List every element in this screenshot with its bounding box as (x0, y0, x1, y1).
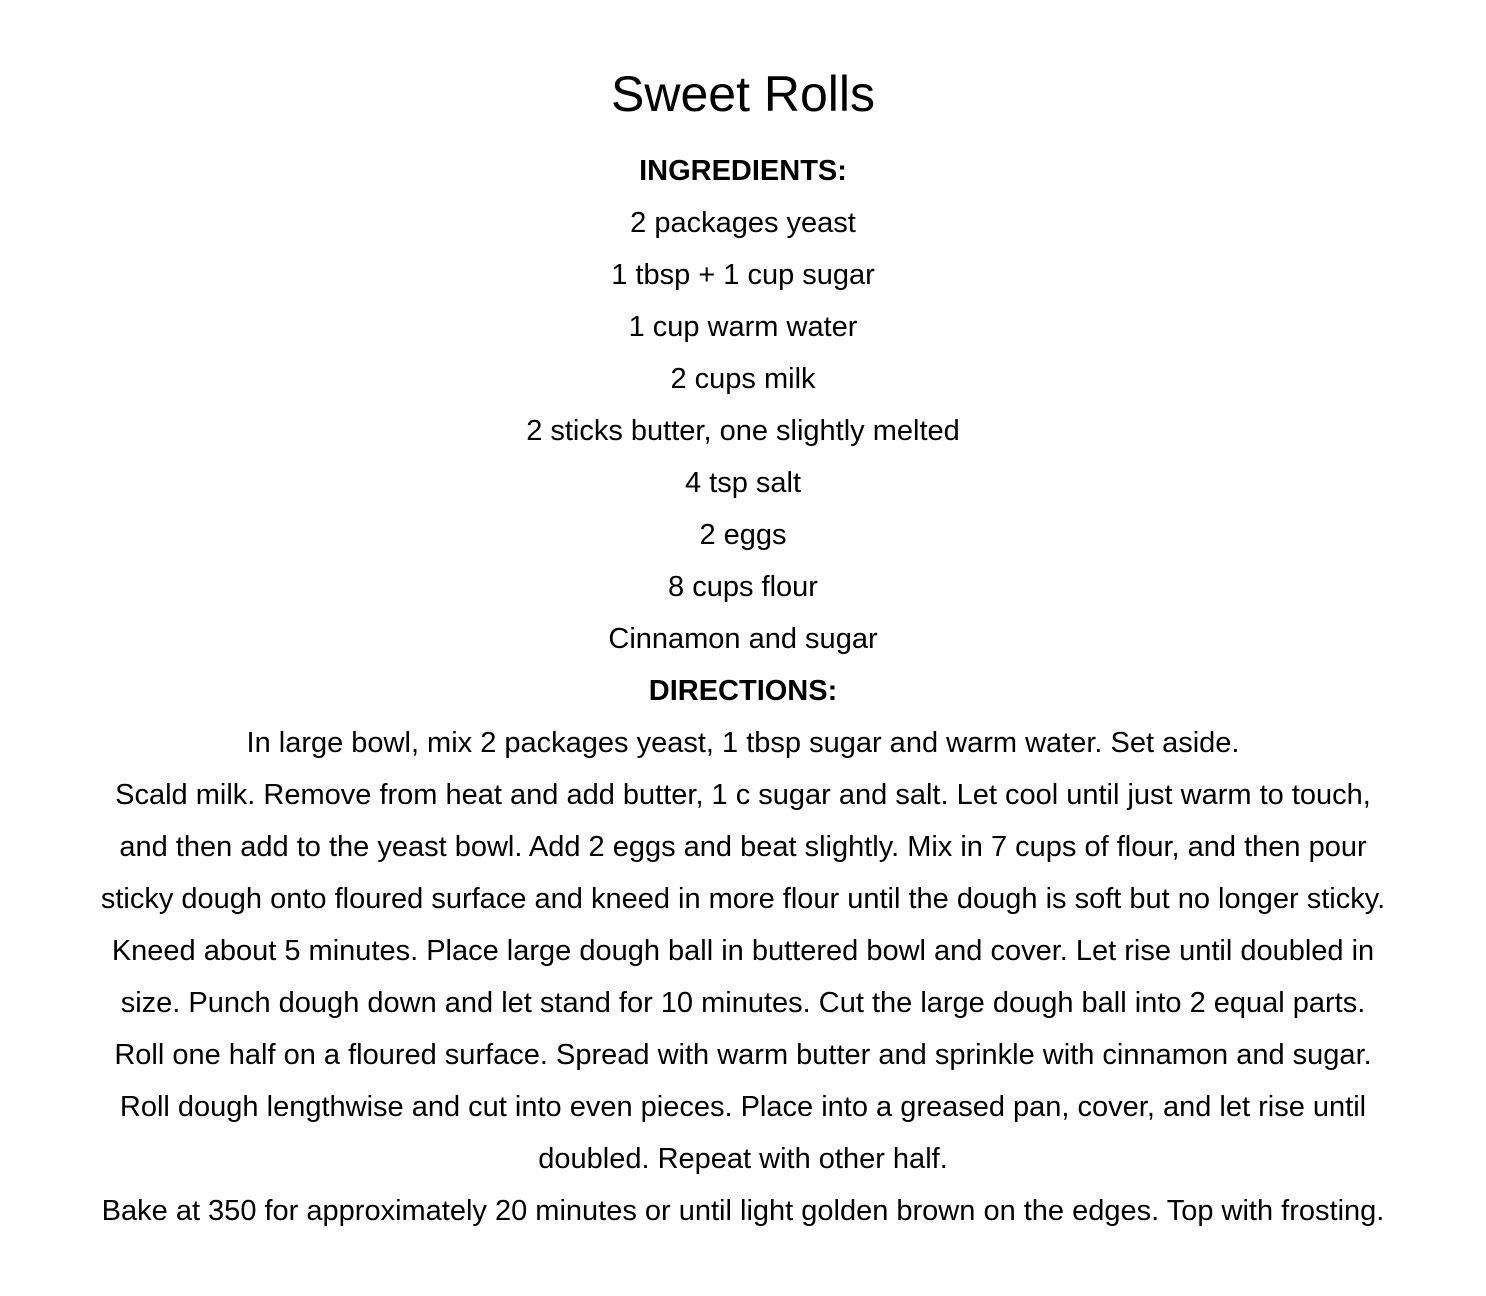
directions-line: Roll one half on a floured surface. Spread with warm butter and sprinkle with cinnamon and sugar. (114, 1039, 1372, 1071)
ingredient-item: 2 packages yeast (630, 207, 856, 239)
ingredient-item: 1 tbsp + 1 cup sugar (611, 259, 875, 291)
directions-text (0, 717, 1486, 1237)
directions-line: Scald milk. Remove from heat and add butter, 1 c sugar and salt. Let cool until just warm to touch, (115, 779, 1371, 811)
ingredient-item: 4 tsp salt (684, 467, 802, 499)
directions-line: doubled. Repeat with other half. (538, 1143, 948, 1175)
ingredient-item: Cinnamon and sugar (608, 623, 878, 655)
recipe-body (0, 145, 1486, 1237)
ingredient-item: 2 sticks butter, one slightly melted (526, 415, 960, 447)
directions-line: In large bowl, mix 2 packages yeast, 1 tbsp sugar and warm water. Set aside. (246, 727, 1240, 759)
directions-line: sticky dough onto floured surface and kneed in more flour until the dough is soft but no longer sticky. (100, 883, 1386, 915)
ingredients-heading: INGREDIENTS: (639, 155, 847, 187)
directions-line: and then add to the yeast bowl. Add 2 eggs and beat slightly. Mix in 7 cups of flour, and then pour (119, 831, 1367, 863)
recipe-title: Sweet Rolls (611, 66, 875, 122)
directions-heading: DIRECTIONS: (648, 675, 838, 707)
ingredient-item: 2 cups milk (670, 363, 816, 395)
directions-line: Kneed about 5 minutes. Place large dough ball in buttered bowl and cover. Let rise until doubled in (111, 935, 1375, 967)
directions-line: Roll dough lengthwise and cut into even pieces. Place into a greased pan, cover, and let rise until (119, 1091, 1367, 1123)
directions-line: size. Punch dough down and let stand for 10 minutes. Cut the large dough ball into 2 equal parts. (120, 987, 1366, 1019)
ingredient-item: 8 cups flour (668, 571, 818, 603)
directions-line: Bake at 350 for approximately 20 minutes or until light golden brown on the edges. Top with frosting. (101, 1195, 1385, 1227)
ingredient-item: 2 eggs (699, 519, 787, 551)
ingredients-list (0, 197, 1486, 665)
ingredient-item: 1 cup warm water (628, 311, 858, 343)
